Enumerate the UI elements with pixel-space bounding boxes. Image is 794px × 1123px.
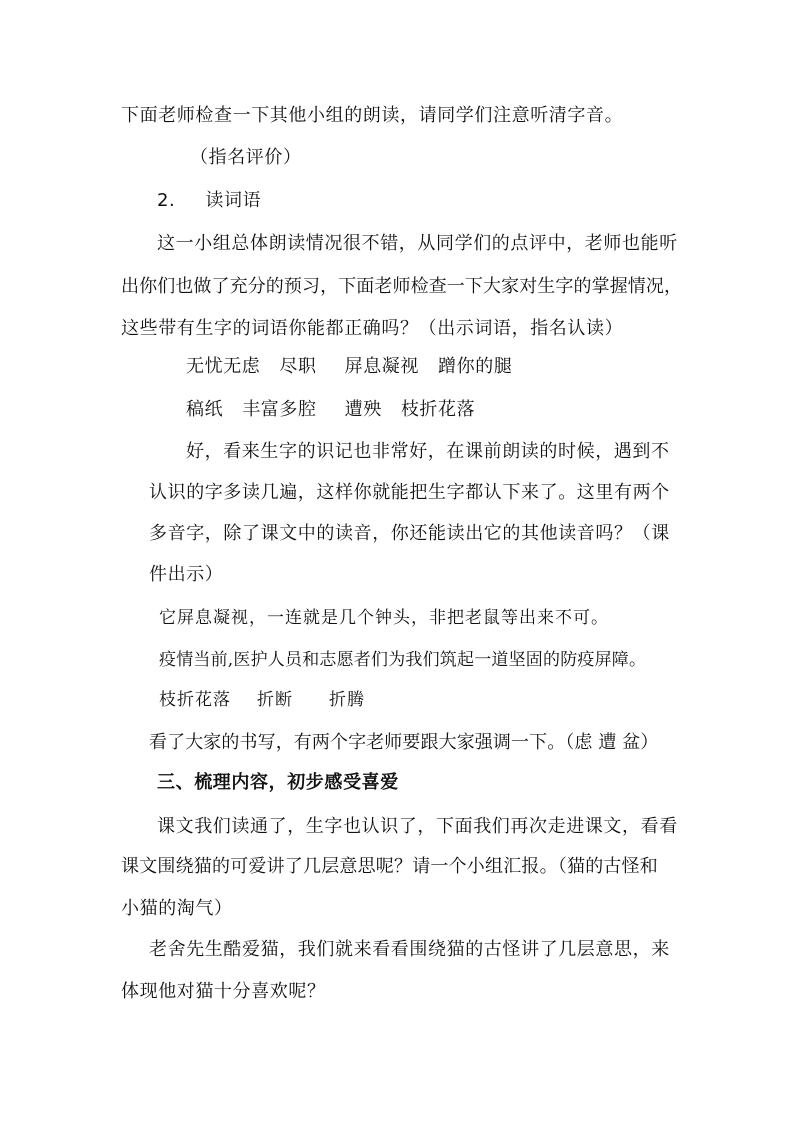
- paragraph-check-reading: 下面老师检查一下其他小组的朗读，请同学们注意听清字音。: [121, 105, 624, 126]
- word: 无忧无虑: [186, 356, 261, 377]
- paragraph-line: 体现他对猫十分喜欢呢？: [121, 981, 326, 1002]
- example-words: [159, 688, 365, 712]
- word: 屏息凝视: [344, 356, 420, 377]
- paragraph-line: 小猫的淘气）: [121, 898, 233, 919]
- word: 枝折花落: [159, 690, 231, 710]
- word: 折腾: [329, 690, 365, 710]
- paragraph-named-evaluation: （指名评价）: [190, 147, 302, 168]
- word: 折断: [257, 690, 293, 710]
- list-item-label: 读词语: [205, 190, 262, 211]
- word: 丰富多腔: [242, 399, 317, 420]
- paragraph-line: 多音字，除了课文中的读音，你还能读出它的其他读音吗？（课: [149, 523, 670, 544]
- example-sentence-2: 疫情当前,医护人员和志愿者们为我们筑起一道坚固的防疫屏障。: [159, 650, 647, 670]
- paragraph-line: 件出示）: [149, 564, 224, 585]
- word: 遭殃: [344, 399, 382, 420]
- paragraph-line: 这些带有生字的词语你能都正确吗？（出示词语，指名认读）: [121, 318, 624, 339]
- paragraph-line: 老舍先生酷爱猫，我们就来看看围绕猫的古怪讲了几层意思，来: [149, 939, 670, 960]
- word-list-row-1: [186, 355, 512, 379]
- word-list-row-2: [186, 398, 475, 422]
- section-heading: 三、梳理内容，初步感受喜爱: [157, 772, 399, 793]
- word: 枝折花落: [400, 399, 476, 420]
- paragraph-line: 出你们也做了充分的预习，下面老师检查一下大家对生字的掌握情况，: [121, 276, 683, 297]
- word: 蹭你的腿: [438, 356, 513, 377]
- list-number: 2.: [157, 190, 176, 211]
- paragraph-line: 课文围绕猫的可爱讲了几层意思呢？请一个小组汇报。（猫的古怪和: [121, 856, 658, 877]
- word: 稿纸: [186, 399, 224, 420]
- list-item-2: [157, 189, 261, 213]
- word: 尽职: [279, 356, 317, 377]
- paragraph-line: 这一小组总体朗读情况很不错，从同学们的点评中，老师也能听: [157, 233, 678, 254]
- paragraph-line: 课文我们读通了，生字也认识了，下面我们再次走进课文，看看: [157, 816, 678, 837]
- example-sentence-1: 它屏息凝视，一连就是几个钟头，非把老鼠等出来不可。: [159, 608, 609, 628]
- paragraph-line: 好，看来生字的识记也非常好，在课前朗读的时候，遇到不: [186, 441, 670, 462]
- paragraph-line: 认识的字多读几遍，这样你就能把生字都认下来了。这里有两个: [149, 482, 670, 503]
- paragraph-emphasis: 看了大家的书写，有两个字老师要跟大家强调一下。（虑 遭 盆）: [149, 732, 659, 753]
